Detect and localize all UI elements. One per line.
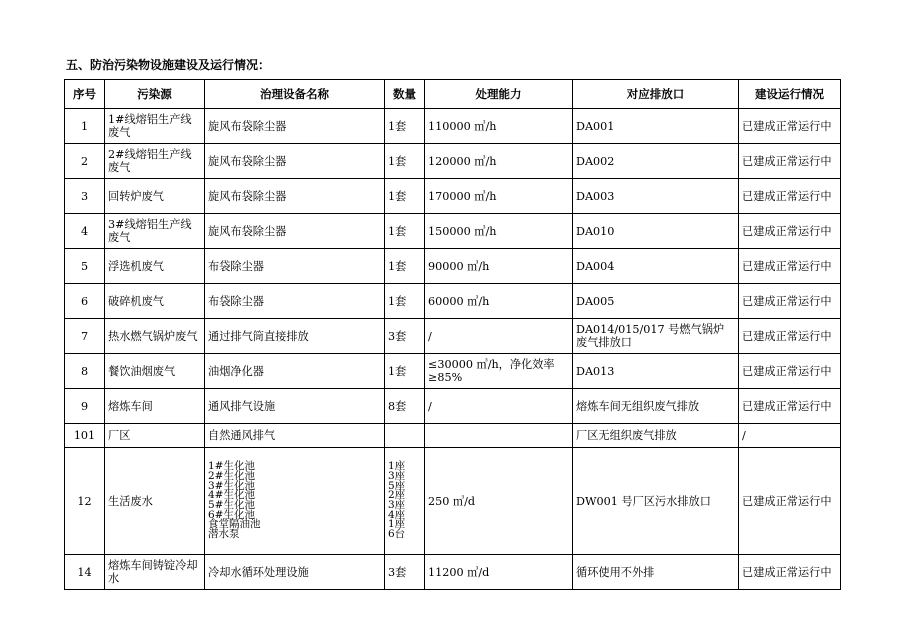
equipment-item: 6#生化池 [208, 508, 255, 521]
qty-item: 1座 [388, 518, 406, 531]
cell-outlet: 熔炼车间无组织废气排放 [573, 389, 739, 424]
cell-qty [385, 424, 425, 448]
cell-outlet: DA010 [573, 214, 739, 249]
cell-status: 已建成正常运行中 [739, 354, 841, 389]
cell-qty: 1套 [385, 179, 425, 214]
cell-no: 9 [65, 389, 105, 424]
cell-capacity: 170000 ㎥/h [425, 179, 573, 214]
cell-equipment: 油烟净化器 [205, 354, 385, 389]
cell-status: 已建成正常运行中 [739, 109, 841, 144]
table-row [65, 319, 841, 354]
cell-status: 已建成正常运行中 [739, 448, 841, 555]
table-row [65, 555, 841, 590]
cell-qty: 1套 [385, 354, 425, 389]
cell-outlet: DA014/015/017 号燃气锅炉废气排放口 [573, 319, 739, 354]
cell-outlet: DW001 号厂区污水排放口 [573, 448, 739, 555]
cell-status: 已建成正常运行中 [739, 144, 841, 179]
cell-no: 7 [65, 319, 105, 354]
cell-capacity: 110000 ㎥/h [425, 109, 573, 144]
pollution-facility-table [64, 79, 841, 590]
equipment-item: 2#生化池 [208, 469, 255, 482]
table-row [65, 179, 841, 214]
cell-capacity [425, 424, 573, 448]
cell-equipment-list [205, 448, 385, 555]
cell-status: 已建成正常运行中 [739, 214, 841, 249]
cell-outlet: DA013 [573, 354, 739, 389]
cell-no: 3 [65, 179, 105, 214]
qty-item: 6台 [388, 528, 406, 541]
table-row [65, 424, 841, 448]
cell-outlet: DA003 [573, 179, 739, 214]
cell-no: 2 [65, 144, 105, 179]
table-row [65, 144, 841, 179]
cell-capacity: 120000 ㎥/h [425, 144, 573, 179]
cell-equipment: 旋风布袋除尘器 [205, 109, 385, 144]
table-row [65, 354, 841, 389]
cell-capacity: 150000 ㎥/h [425, 214, 573, 249]
header-qty: 数量 [385, 80, 425, 109]
cell-source: 熔炼车间铸锭冷却水 [105, 555, 205, 590]
cell-outlet: DA004 [573, 249, 739, 284]
cell-capacity: / [425, 389, 573, 424]
header-status: 建设运行情况 [739, 80, 841, 109]
cell-capacity: 90000 ㎥/h [425, 249, 573, 284]
cell-equipment: 布袋除尘器 [205, 284, 385, 319]
cell-equipment: 通过排气筒直接排放 [205, 319, 385, 354]
cell-equipment: 旋风布袋除尘器 [205, 144, 385, 179]
cell-no: 1 [65, 109, 105, 144]
cell-status: 已建成正常运行中 [739, 249, 841, 284]
cell-outlet: DA002 [573, 144, 739, 179]
cell-qty: 1套 [385, 144, 425, 179]
table-row [65, 249, 841, 284]
cell-source: 熔炼车间 [105, 389, 205, 424]
cell-equipment: 冷却水循环处理设施 [205, 555, 385, 590]
cell-capacity: ≤30000 ㎥/h，净化效率≥85% [425, 354, 573, 389]
equipment-item: 潜水泵 [208, 528, 240, 541]
cell-status: 已建成正常运行中 [739, 389, 841, 424]
cell-no: 6 [65, 284, 105, 319]
qty-item: 5座 [388, 479, 406, 492]
cell-capacity: / [425, 319, 573, 354]
header-source: 污染源 [105, 80, 205, 109]
cell-status: 已建成正常运行中 [739, 284, 841, 319]
table-row [65, 214, 841, 249]
cell-capacity: 11200 ㎥/d [425, 555, 573, 590]
cell-no: 8 [65, 354, 105, 389]
cell-no: 12 [65, 448, 105, 555]
cell-equipment: 布袋除尘器 [205, 249, 385, 284]
header-equipment: 治理设备名称 [205, 80, 385, 109]
cell-status: 已建成正常运行中 [739, 179, 841, 214]
cell-source: 餐饮油烟废气 [105, 354, 205, 389]
cell-source: 浮选机废气 [105, 249, 205, 284]
cell-qty-list [385, 448, 425, 555]
cell-equipment: 通风排气设施 [205, 389, 385, 424]
cell-no: 4 [65, 214, 105, 249]
cell-status: / [739, 424, 841, 448]
cell-no: 101 [65, 424, 105, 448]
cell-capacity: 60000 ㎥/h [425, 284, 573, 319]
cell-qty: 8套 [385, 389, 425, 424]
table-row [65, 284, 841, 319]
qty-item: 2座 [388, 489, 406, 502]
qty-item: 1座 [388, 460, 406, 473]
cell-source: 生活废水 [105, 448, 205, 555]
cell-qty: 3套 [385, 555, 425, 590]
cell-source: 2#线熔铝生产线废气 [105, 144, 205, 179]
cell-no: 14 [65, 555, 105, 590]
cell-status: 已建成正常运行中 [739, 319, 841, 354]
cell-equipment: 旋风布袋除尘器 [205, 179, 385, 214]
cell-qty: 1套 [385, 249, 425, 284]
cell-outlet: 循环使用不外排 [573, 555, 739, 590]
cell-qty: 3套 [385, 319, 425, 354]
cell-qty: 1套 [385, 284, 425, 319]
header-outlet: 对应排放口 [573, 80, 739, 109]
cell-source: 热水燃气锅炉废气 [105, 319, 205, 354]
qty-item: 3座 [388, 469, 406, 482]
equipment-item: 4#生化池 [208, 489, 255, 502]
section-heading: 五、防治污染物设施建设及运行情况： [66, 58, 271, 72]
cell-source: 厂区 [105, 424, 205, 448]
cell-source: 1#线熔铝生产线废气 [105, 109, 205, 144]
cell-no: 5 [65, 249, 105, 284]
equipment-item: 食堂隔油池 [208, 518, 261, 531]
cell-source: 破碎机废气 [105, 284, 205, 319]
cell-equipment: 旋风布袋除尘器 [205, 214, 385, 249]
table-row [65, 448, 841, 555]
header-capacity: 处理能力 [425, 80, 573, 109]
cell-equipment: 自然通风排气 [205, 424, 385, 448]
cell-capacity: 250 ㎥/d [425, 448, 573, 555]
cell-source: 回转炉废气 [105, 179, 205, 214]
equipment-item: 3#生化池 [208, 479, 255, 492]
table-row [65, 389, 841, 424]
table-row [65, 109, 841, 144]
cell-source: 3#线熔铝生产线废气 [105, 214, 205, 249]
cell-status: 已建成正常运行中 [739, 555, 841, 590]
qty-item: 4座 [388, 508, 406, 521]
cell-outlet: DA005 [573, 284, 739, 319]
cell-qty: 1套 [385, 214, 425, 249]
header-no: 序号 [65, 80, 105, 109]
qty-item: 3座 [388, 499, 406, 511]
cell-outlet: 厂区无组织废气排放 [573, 424, 739, 448]
equipment-item: 1#生化池 [208, 460, 255, 473]
table-header-row [65, 80, 841, 109]
equipment-item: 5#生化池 [208, 499, 255, 511]
cell-qty: 1套 [385, 109, 425, 144]
cell-outlet: DA001 [573, 109, 739, 144]
